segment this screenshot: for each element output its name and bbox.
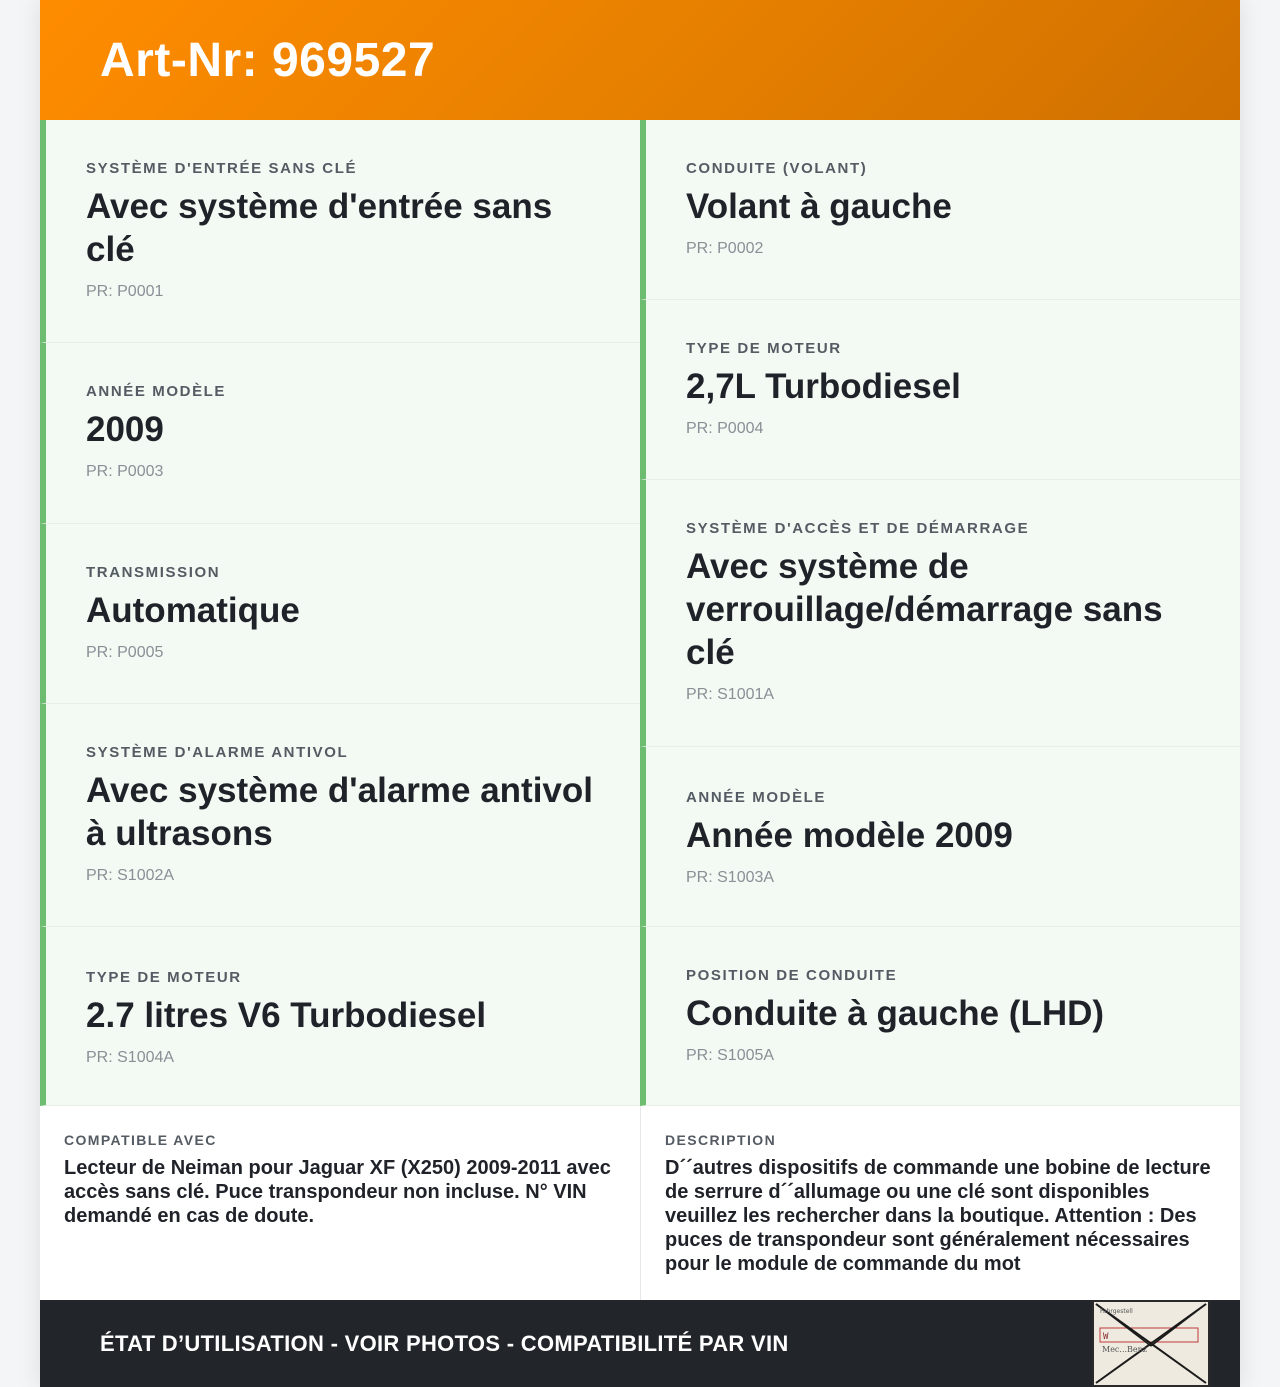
product-page (40, 0, 1240, 1387)
spec-column-right (640, 120, 1240, 1106)
compatibility-text: Lecteur de Neiman pour Jaguar XF (X250) 2009-2011 avec accès sans clé. Puce transpondeur non incluse. N° VIN demandé en cas de doute. (64, 1157, 611, 1227)
spec-value: Avec système d'alarme antivol à ultrasons (86, 771, 594, 853)
spec-code: PR: S1003A (686, 869, 775, 886)
spec-value: Volant à gauche (686, 187, 952, 226)
spec-value: Avec système de verrouillage/démarrage sans clé (686, 547, 1163, 672)
spec-code: PR: P0003 (86, 463, 164, 480)
article-number-title: Art-Nr: 969527 (100, 33, 436, 87)
spec-label: TRANSMISSION (86, 564, 221, 581)
info-section (40, 1106, 1240, 1300)
description-block (640, 1106, 1240, 1300)
spec-card (40, 704, 640, 927)
stamp-text-line2: W (1103, 1332, 1109, 1342)
spec-label: SYSTÈME D'ACCÈS ET DE DÉMARRAGE (686, 520, 1030, 537)
spec-code: PR: S1002A (86, 867, 175, 884)
spec-code: PR: S1001A (686, 686, 775, 703)
spec-code: PR: S1004A (86, 1049, 175, 1066)
spec-value: 2.7 litres V6 Turbodiesel (86, 996, 487, 1035)
spec-value: 2,7L Turbodiesel (686, 367, 961, 406)
spec-card (40, 524, 640, 704)
spec-card (640, 747, 1240, 927)
spec-grid (40, 120, 1240, 1106)
spec-label: SYSTÈME D'ENTRÉE SANS CLÉ (86, 160, 358, 177)
spec-code: PR: P0005 (86, 644, 164, 661)
spec-card (640, 120, 1240, 300)
spec-value: Année modèle 2009 (686, 816, 1013, 855)
header-bar (40, 0, 1240, 120)
spec-card (640, 480, 1240, 747)
compatibility-label: COMPATIBLE AVEC (64, 1132, 217, 1148)
compatibility-block (40, 1106, 640, 1300)
stamp-text-line3: Mec...Benz (1102, 1345, 1148, 1354)
spec-value: Conduite à gauche (LHD) (686, 994, 1105, 1033)
envelope-stamp-graphic (1094, 1302, 1208, 1385)
spec-label: ANNÉE MODÈLE (686, 789, 827, 806)
spec-code: PR: P0004 (686, 420, 764, 437)
spec-value: Automatique (86, 591, 300, 630)
spec-label: SYSTÈME D'ALARME ANTIVOL (86, 744, 349, 761)
spec-column-left (40, 120, 640, 1106)
footer-cta: ÉTAT D’UTILISATION - VOIR PHOTOS - COMPATIBILITÉ PAR VIN (100, 1330, 789, 1356)
footer-bar (40, 1300, 1240, 1387)
spec-code: PR: P0002 (686, 240, 764, 257)
spec-card (640, 927, 1240, 1106)
spec-value: Avec système d'entrée sans clé (86, 187, 553, 269)
spec-card (40, 343, 640, 524)
spec-label: ANNÉE MODÈLE (86, 383, 227, 400)
spec-label: TYPE DE MOTEUR (686, 340, 842, 357)
spec-card (40, 927, 640, 1106)
description-label: DESCRIPTION (665, 1132, 777, 1148)
stamp-text-line1: Fahrgestell (1100, 1308, 1133, 1315)
spec-card (40, 120, 640, 343)
description-text: D´´autres dispositifs de commande une bobine de lecture de serrure d´´allumage ou une clé sont disponibles veuillez les rechercher dans la boutique. Attention : Des puces de transpondeur sont généralement nécessaires pour le module de commande du mot (665, 1157, 1211, 1275)
spec-code: PR: S1005A (686, 1047, 775, 1064)
spec-value: 2009 (86, 410, 164, 449)
spec-label: CONDUITE (VOLANT) (686, 160, 868, 177)
envelope-stamp-icon (1092, 1300, 1210, 1387)
spec-label: POSITION DE CONDUITE (686, 967, 898, 984)
spec-card (640, 300, 1240, 480)
spec-label: TYPE DE MOTEUR (86, 969, 242, 986)
spec-code: PR: P0001 (86, 283, 164, 300)
